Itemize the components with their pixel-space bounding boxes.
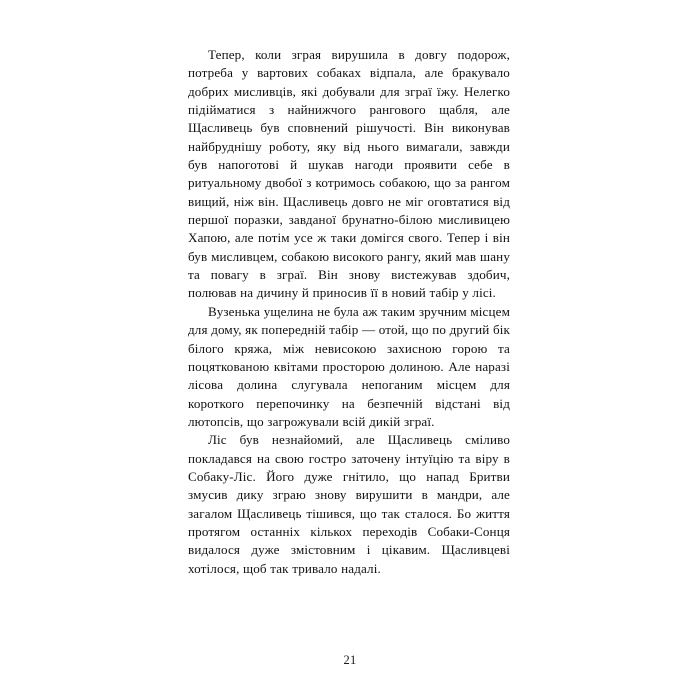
page-number: 21 [343, 653, 357, 667]
body-text-column [188, 46, 510, 578]
paragraph: Тепер, коли зграя вирушила в довгу подорож, потреба у вартових собаках відпала, але бракувало добрих мисливців, які добували для зграї їжу. Нелегко підійматися з найнижчого рангового щабля, але Щасливець був сповнений рішучості. Він виконував найбруднішу роботу, яку від нього вимагали, завжди був напоготові й шукав нагоди проявити себе в ритуальному двобої з котримось собакою, що за рангом вищий, ніж він. Щасливець довго не міг оговтатися від першої поразки, завданої брунатно-білою мисливицею Хапою, але потім усе ж таки домігся свого. Тепер і він був мисливцем, собакою високого рангу, який мав шану та повагу в зграї. Він знову вистежував здобич, полював на дичину й приносив її в новий табір у лісі. [188, 47, 510, 301]
paragraph: Вузенька ущелина не була аж таким зручним місцем для дому, як попередній табір — отой, що по другий бік білого кряжа, між невисокою захисною горою та поцяткованою квітами просторою долиною. Але наразі лісова долина слугувала непоганим місцем для короткого перепочинку на безпечній відстані від лютопсів, що загрожували всій дикій зграї. [188, 303, 510, 429]
paragraph: Ліс був незнайомий, але Щасливець сміливо покладався на свою гостро заточену інтуїцію та віру в Собаку-Ліс. Його дуже гнітило, що напад Бритви змусив дику зграю знову вирушити в мандри, але загалом Щасливець тішився, що так сталося. Бо життя протягом останніх кількох переходів Собаки-Сонця видалося дуже змістовним і цікавим. Щасливцеві хотілося, щоб так тривало надалі. [188, 432, 510, 576]
